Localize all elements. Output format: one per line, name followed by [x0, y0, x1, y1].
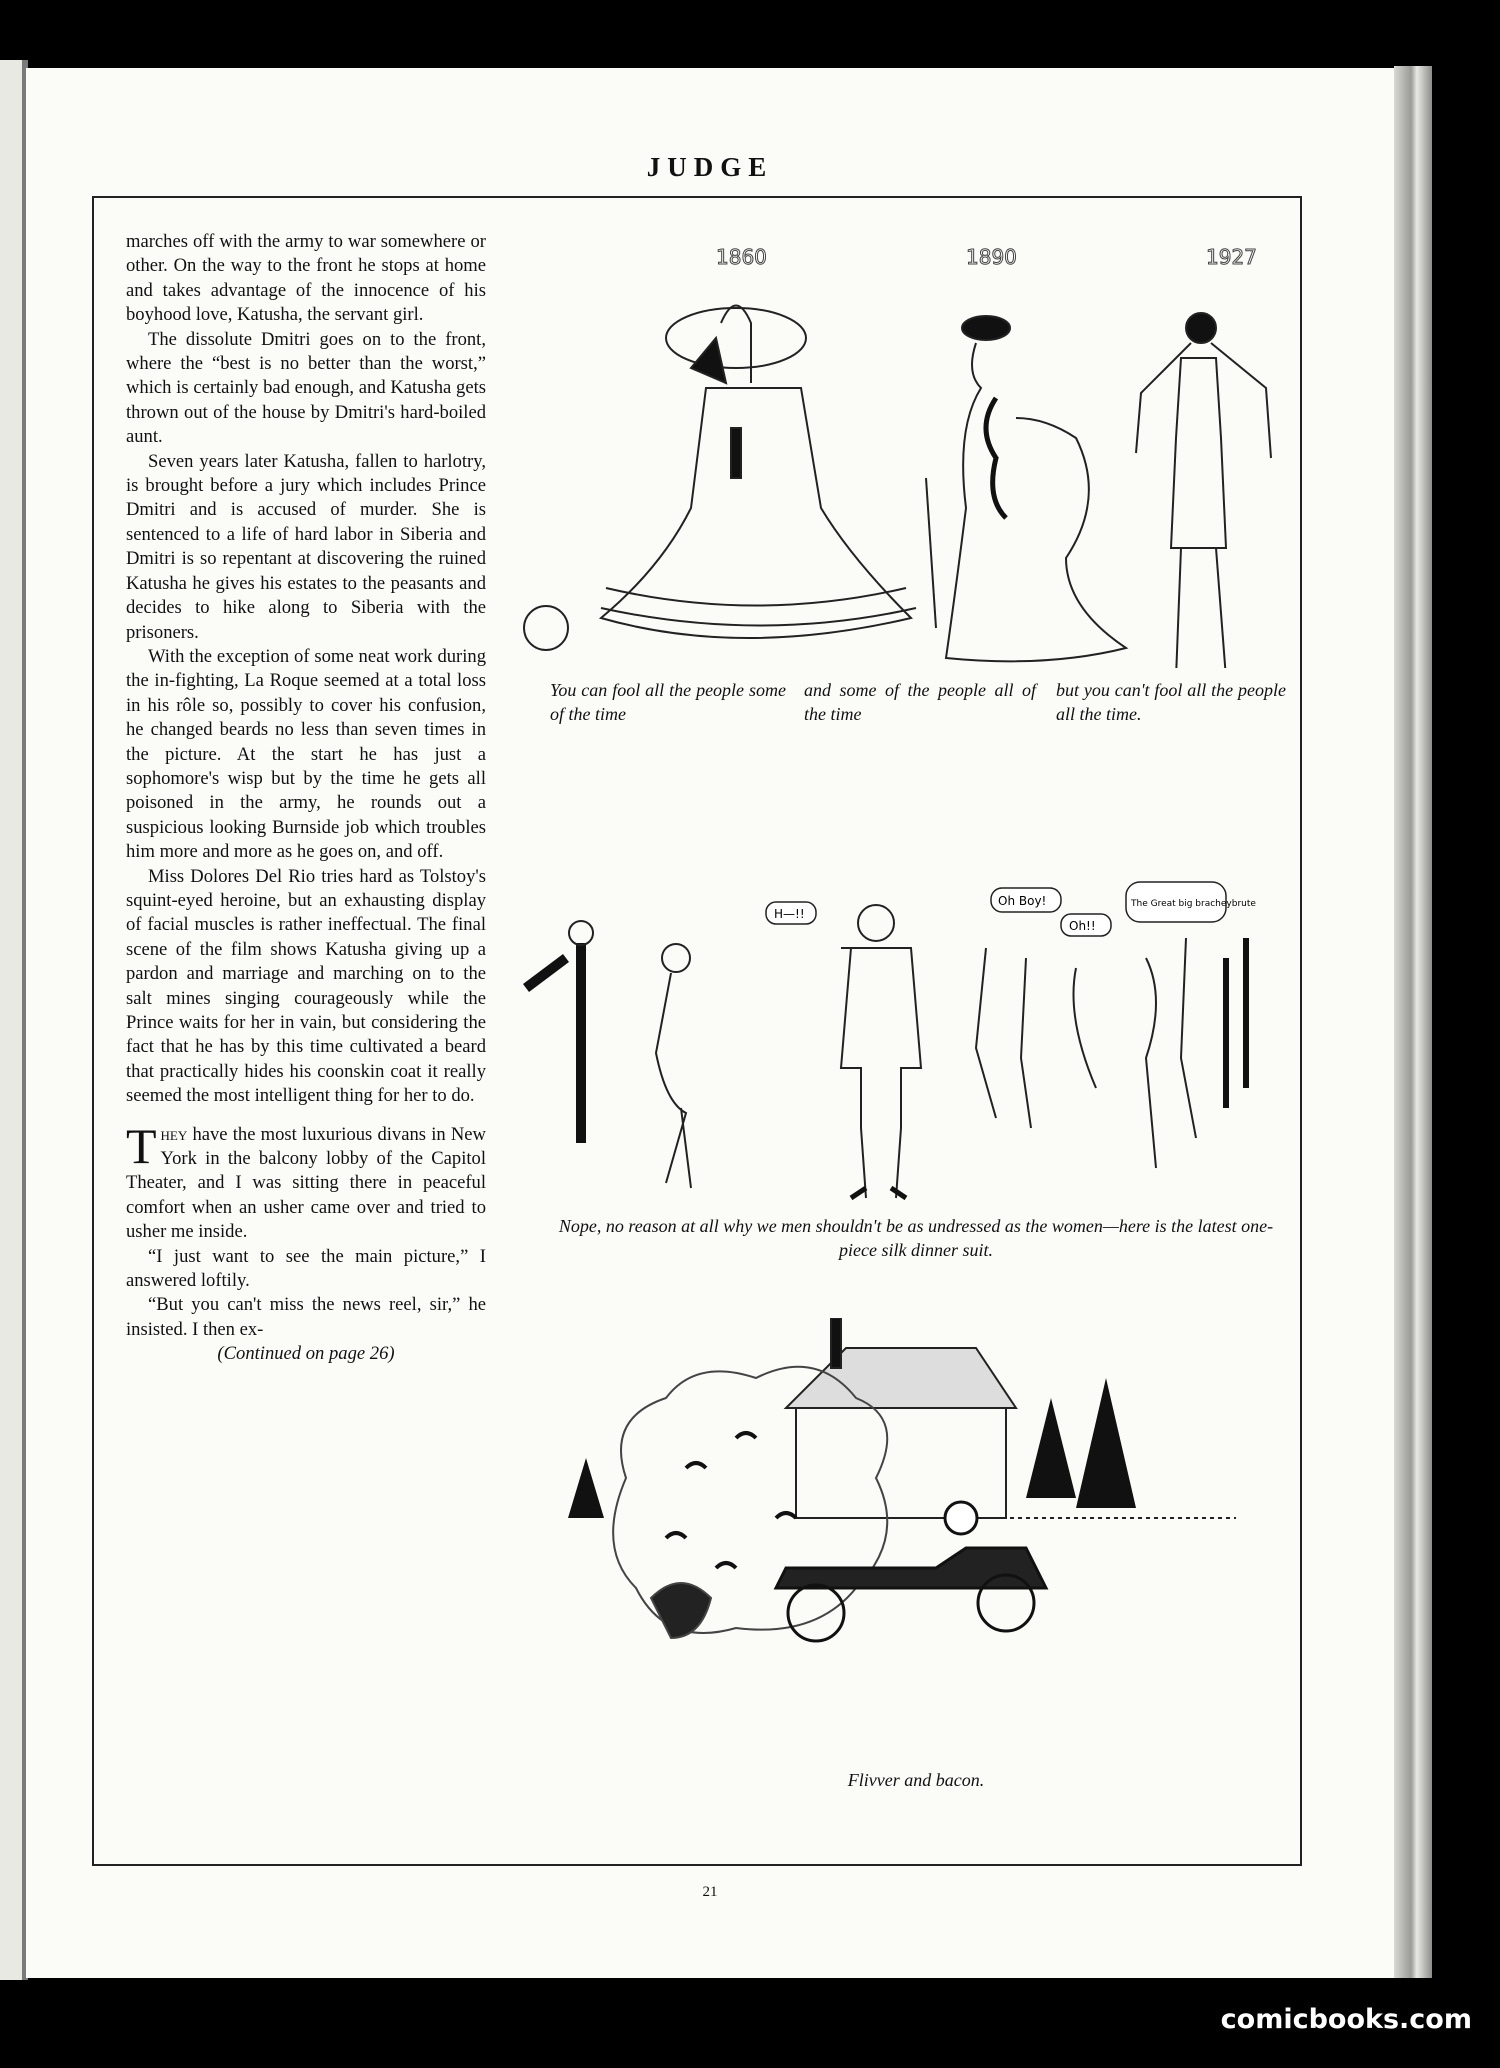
left-page-edge	[0, 60, 28, 1980]
article-column	[126, 230, 486, 1367]
speech-bubble	[766, 882, 1226, 936]
cartoon-caption: but you can't fool all the people all the time.	[1056, 680, 1286, 724]
flivver-car-illustration	[776, 1502, 1046, 1641]
magazine-page	[26, 68, 1394, 1978]
year-label: 1860	[716, 245, 767, 269]
paragraph-text: have the most luxurious divans in New York in the balcony lobby of the Capitol Theater, and I was sitting there in peaceful comfort when an usher came over and tried to usher me inside.	[126, 1123, 486, 1243]
fashion-cartoon	[506, 228, 1296, 668]
continued-note: (Continued on page 26)	[217, 1343, 395, 1365]
drop-cap: T	[126, 1117, 157, 1174]
flivver-cartoon	[506, 1318, 1296, 1758]
right-page-edge	[1394, 66, 1432, 1978]
small-caps-lead: hey	[160, 1123, 188, 1145]
page-number: 21	[702, 1884, 718, 1900]
article-paragraph: Miss Dolores Del Rio tries hard as Tolstoy's squint-eyed heroine, but an exhausting display of facial muscles is rather ineffectual. The final scene of the film shows Katusha giving up a pardon and marriage and marching on to the salt mines singing courageously while the Prince waits for her in vain, but considering the fact that he has by this time cultivated a beard that practically hides his coonskin coat it really seemed the most intelligent thing for her to do.	[126, 865, 486, 1107]
bustle-lady-illustration	[926, 316, 1126, 661]
page-header: JUDGE	[646, 152, 774, 182]
crinoline-lady-illustration	[524, 306, 916, 651]
article-paragraph: “But you can't miss the news reel, sir,” he insisted. I then ex-	[126, 1294, 486, 1340]
speech-bubble-text: Oh Boy!	[998, 894, 1047, 908]
cartoon-caption: You can fool all the people some of the time	[550, 680, 786, 724]
site-watermark: comicbooks.com	[1220, 2004, 1472, 2035]
cartoon-caption: Flivver and bacon.	[847, 1770, 985, 1790]
article-paragraph: marches off with the army to war somewhere or other. On the way to the front he stops at home and takes advantage of the innocence of his boyhood love, Katusha, the servant girl.	[126, 231, 486, 326]
article-paragraph: With the exception of some neat work during the in-fighting, La Roque seemed at a total loss in his rôle so, possibly to cover his confusion, he changed beards no less than seven times in the picture. At the start he has just a sophomore's wisp but by the time he gets all poisoned in the army, he rounds out a suspicious looking Burnside job which troubles him more and more as he goes on, and off.	[126, 645, 486, 863]
speech-bubble-text: Oh!!	[1069, 919, 1096, 933]
article-paragraph: Seven years later Katusha, fallen to harlotry, is brought before a jury which includes Prince Dmitri and is accused of murder. She is sentenced to a life of hard labor in Siberia and Dmitri is so repentant at discovering the ruined Katusha he gives his estates to the peasants and decides to hike along to Siberia with the prisoners.	[126, 450, 486, 643]
cartoon-caption: Nope, no reason at all why we men shouldn't be as undressed as the women—here is the latest one-piece silk dinner suit.	[558, 1216, 1274, 1260]
cartoon-caption: and some of the people all of the time	[804, 680, 1036, 724]
party-cartoon	[506, 808, 1296, 1208]
farmhouse-illustration	[786, 1318, 1236, 1518]
article-paragraph: “I just want to see the main picture,” I answered loftily.	[126, 1245, 486, 1292]
article-paragraph-dropcap	[126, 1117, 486, 1245]
article-paragraph: The dissolute Dmitri goes on to the front, where the “best is no better than the worst,” which is certainly bad enough, and Katusha gets thrown out of the house by Dmitri's hard-boiled aunt.	[126, 328, 486, 448]
year-label: 1890	[966, 245, 1017, 269]
party-guests-illustration	[526, 905, 1246, 1198]
speech-bubble-text: H—!!	[774, 907, 805, 921]
year-label: 1927	[1206, 245, 1257, 269]
flapper-lady-illustration	[1136, 313, 1271, 668]
speech-bubble-text: The Great big bracheybrute	[1131, 899, 1256, 909]
